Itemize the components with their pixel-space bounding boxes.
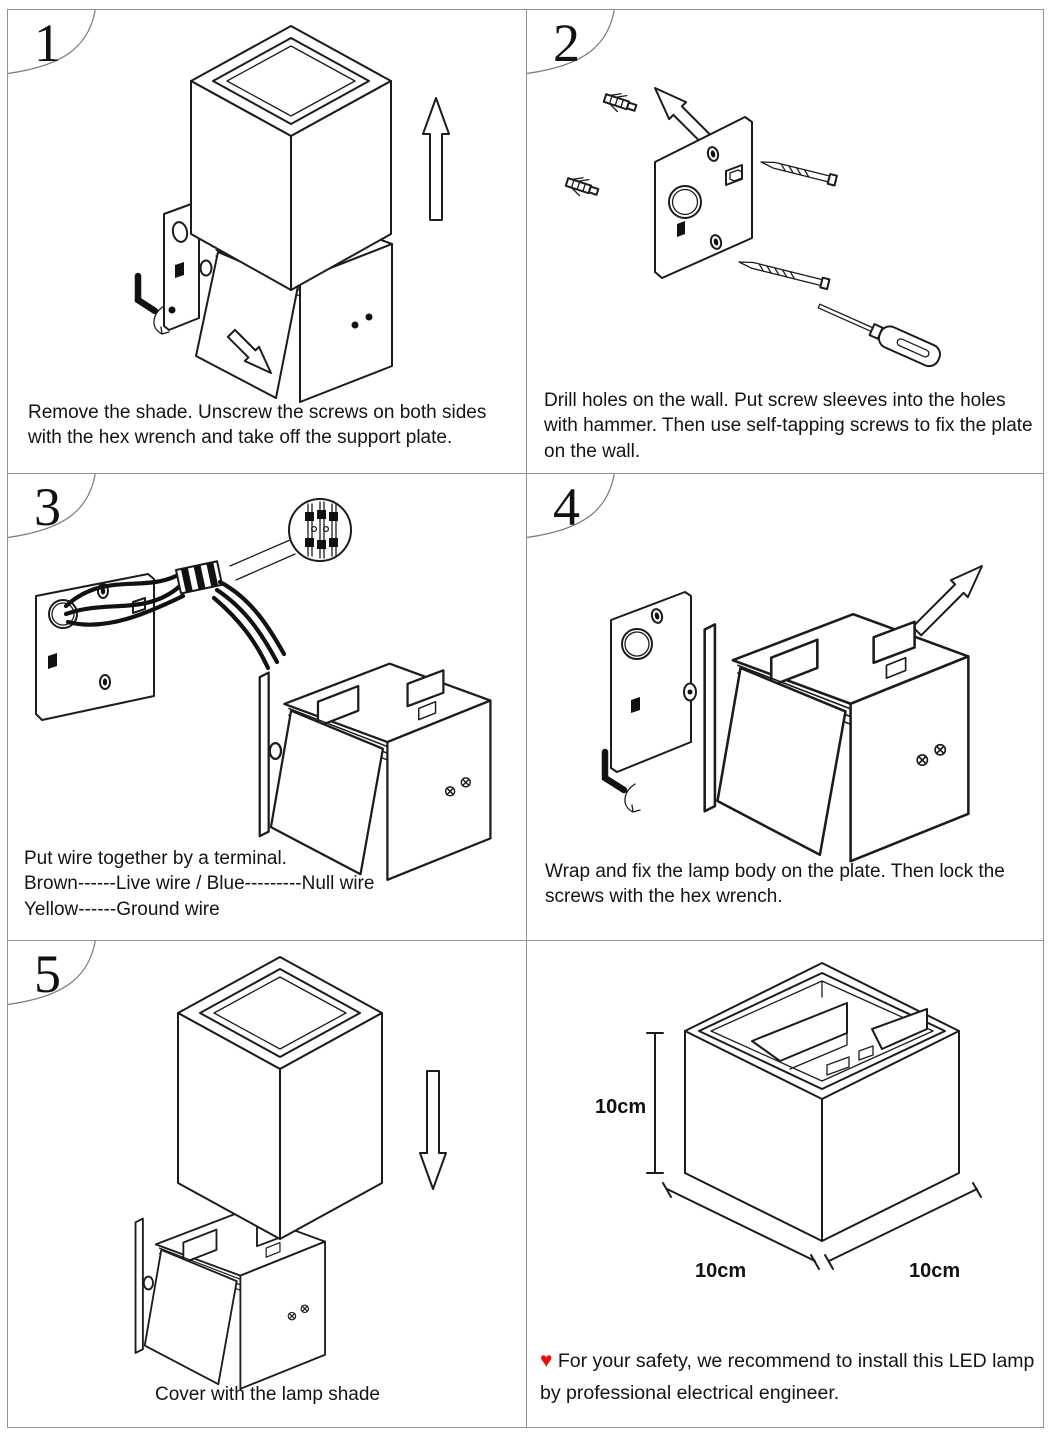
panel-step5 [8, 941, 527, 1427]
step2-caption: Drill holes on the wall. Put screw sleeves into the holes with hammer. Then use self-tapping screws to fix the plate on the wall. [544, 390, 1033, 462]
width-label: 10cm [695, 1260, 747, 1282]
mounting-plate [36, 574, 154, 720]
lamp-shade [191, 26, 391, 290]
safety-note [540, 1345, 1043, 1408]
instruction-sheet [7, 9, 1044, 1428]
wall-anchor-icon [564, 173, 600, 200]
screw-icon [738, 257, 830, 289]
step3-caption [24, 846, 519, 922]
dimension-cube [527, 941, 1043, 1341]
panel-dimensions [527, 941, 1043, 1427]
down-arrow-icon [420, 1071, 446, 1189]
step3-caption-line2: Brown------Live wire / Blue---------Null wire [24, 873, 375, 895]
step-number: 5 [34, 944, 61, 1004]
wires [214, 582, 284, 668]
panel-step2 [527, 10, 1043, 474]
step-number: 4 [553, 477, 580, 537]
screw-icon [760, 157, 837, 185]
screwdriver-icon [815, 296, 944, 369]
pivot-knob [201, 261, 212, 276]
safety-note-text: For your safety, we recommend to install this LED lamp by professional electrical engineer. [540, 1350, 1035, 1404]
up-arrow-icon [423, 98, 449, 220]
lamp-shade [178, 957, 382, 1239]
depth-label: 10cm [909, 1260, 961, 1282]
depth-dimension [825, 1183, 981, 1282]
step3-caption-line3: Yellow------Ground wire [24, 898, 220, 920]
corner-curl [527, 10, 637, 90]
heart-icon: ♥ [540, 1349, 553, 1372]
step3-caption-line1: Put wire together by a terminal. [24, 848, 287, 869]
corner-curl [8, 941, 118, 1021]
mounting-plate [611, 592, 696, 772]
terminal-block [176, 561, 222, 593]
height-dimension [595, 1033, 663, 1173]
wall-anchor-icon [602, 89, 638, 116]
step4-caption: Wrap and fix the lamp body on the plate. Then lock the screws with the hex wrench. [545, 861, 1005, 908]
corner-curl [527, 474, 637, 554]
lamp-body [136, 1211, 326, 1389]
up-right-arrow-icon [908, 558, 990, 640]
corner-curl [8, 10, 118, 90]
corner-curl [8, 474, 118, 554]
height-label: 10cm [595, 1096, 647, 1118]
width-dimension [663, 1183, 819, 1282]
step5-caption: Cover with the lamp shade [155, 1383, 380, 1405]
step-number: 1 [34, 13, 61, 73]
step-number: 3 [34, 477, 61, 537]
panel-step3 [8, 474, 527, 941]
panel-step4 [527, 474, 1043, 941]
panel-step1 [8, 10, 527, 474]
lamp-body [705, 614, 969, 861]
step-number: 2 [553, 13, 580, 73]
step1-caption: Remove the shade. Unscrew the screws on both sides with the hex wrench and take off the support plate. [28, 402, 487, 449]
mounting-plate [655, 117, 752, 278]
terminal-callout [230, 499, 351, 580]
